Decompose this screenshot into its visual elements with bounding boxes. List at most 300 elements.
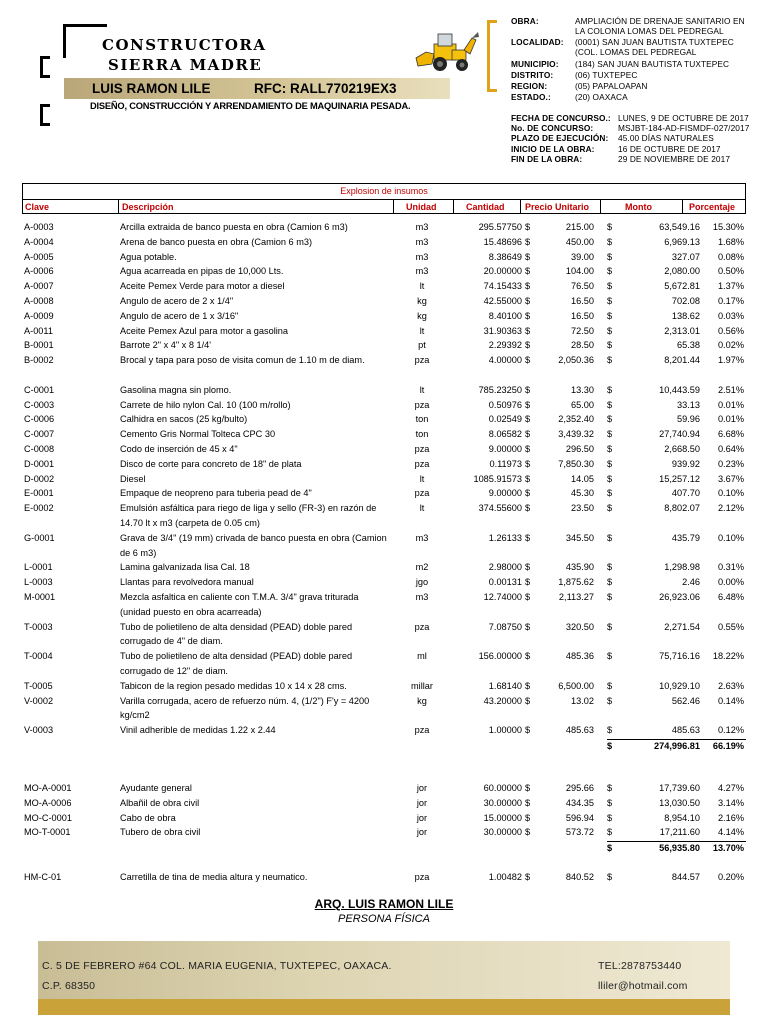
cell-currency: $ <box>525 827 531 838</box>
cell-currency: $ <box>525 782 531 793</box>
cell-cantidad: 785.23250 <box>478 384 522 395</box>
supplies-table-header <box>22 183 746 214</box>
table-row <box>22 486 746 501</box>
cell-porcentaje: 6.68% <box>717 429 744 440</box>
table-row <box>22 694 746 724</box>
region-label: REGION: <box>511 81 548 91</box>
cell-cantidad: 60.00000 <box>483 782 522 793</box>
cell-porcentaje: 3.14% <box>717 797 744 808</box>
cell-monto: 17,739.60 <box>659 782 700 793</box>
cell-porcentaje: 0.00% <box>717 577 744 588</box>
cell-unidad: ton <box>415 414 429 425</box>
fin-label: FIN DE LA OBRA: <box>511 154 583 164</box>
cell-cantidad: 9.00000 <box>488 444 522 454</box>
cell-unidad: jgo <box>415 577 429 588</box>
cell-descripcion: Vinil adherible de medidas 1.22 x 2.44 <box>120 725 276 736</box>
cell-currency: $ <box>607 725 613 736</box>
cell-precio: 28.50 <box>571 340 594 351</box>
cell-descripcion: Llantas para revolvedora manual <box>120 577 254 588</box>
col-clave: Clave <box>25 202 50 212</box>
col-precio: Precio Unitario <box>525 202 590 212</box>
cell-currency: $ <box>607 325 613 336</box>
cell-unidad: kg <box>417 695 427 706</box>
cell-currency: $ <box>607 488 613 499</box>
cell-cantidad: 8.38649 <box>488 251 522 262</box>
obra-value-1: AMPLIACIÓN DE DRENAJE SANITARIO EN <box>575 16 745 26</box>
subtotal-monto: 56,935.80 <box>659 843 700 854</box>
cell-porcentaje: 0.31% <box>717 562 744 573</box>
table-row <box>22 811 746 826</box>
company-name-line1: CONSTRUCTORA <box>102 36 267 54</box>
cell-monto: 562.46 <box>671 695 700 706</box>
table-row <box>22 427 746 442</box>
fecha-concurso-label: FECHA DE CONCURSO.: <box>511 113 611 123</box>
cell-porcentaje: 4.14% <box>717 827 744 838</box>
table-row <box>22 457 746 472</box>
cell-descripcion: Tabicon de la region pesado medidas 10 x 14 x 28 cms. <box>120 680 347 691</box>
cell-monto: 435.79 <box>671 532 700 543</box>
cell-descripcion: Grava de 3/4" (19 mm) crivada de banco puesta en obra (Camion de 6 m3) <box>120 532 387 558</box>
cell-porcentaje: 18.22% <box>712 651 744 662</box>
cell-unidad: jor <box>416 797 428 808</box>
table-row <box>22 723 746 738</box>
cell-currency: $ <box>607 266 613 277</box>
cell-cantidad: 30.00000 <box>483 797 522 808</box>
cell-currency: $ <box>525 695 531 706</box>
footer-gold-strip <box>38 999 730 1015</box>
cell-cantidad: 30.00000 <box>483 827 522 838</box>
cell-currency: $ <box>607 251 613 262</box>
cell-clave: A-0011 <box>24 325 53 336</box>
cell-currency: $ <box>607 414 613 425</box>
cell-clave: A-0006 <box>24 266 54 277</box>
table-row <box>22 560 746 575</box>
cell-descripcion: Carrete de hilo nylon Cal. 10 (100 m/rollo) <box>120 399 291 410</box>
cell-clave: V-0002 <box>24 695 54 706</box>
cell-unidad: m3 <box>415 251 429 262</box>
cell-porcentaje: 1.97% <box>717 355 744 366</box>
cell-clave: L-0001 <box>24 562 53 573</box>
col-descripcion: Descripción <box>122 202 174 212</box>
cell-monto: 485.63 <box>671 725 700 736</box>
table-row <box>22 796 746 811</box>
region-value: (05) PAPALOAPAN <box>575 81 648 91</box>
cell-descripcion: Empaque de neopreno para tuberia pead de 4" <box>120 488 312 499</box>
cell-clave: L-0003 <box>24 577 53 588</box>
cell-monto: 2,668.50 <box>664 444 700 454</box>
cell-currency: $ <box>607 473 613 484</box>
cell-precio: 39.00 <box>571 251 594 262</box>
table-row <box>22 679 746 694</box>
cell-precio: 450.00 <box>565 236 594 247</box>
cell-currency: $ <box>607 592 613 602</box>
table-row <box>22 279 746 294</box>
table-row <box>22 472 746 487</box>
localidad-value-1: (0001) SAN JUAN BAUTISTA TUXTEPEC <box>575 37 734 47</box>
municipio-value: (184) SAN JUAN BAUTISTA TUXTEPEC <box>575 59 730 69</box>
cell-porcentaje: 4.27% <box>717 782 744 793</box>
cell-monto: 63,549.16 <box>659 222 700 232</box>
cell-monto: 2,080.00 <box>664 266 700 277</box>
cell-unidad: ton <box>415 429 429 440</box>
table-row <box>22 235 746 250</box>
cell-descripcion: Lamina galvanizada lisa Cal. 18 <box>120 562 250 573</box>
cell-descripcion: Arcilla extraida de banco puesta en obra (Camion 6 m3) <box>120 222 348 232</box>
cell-currency: $ <box>607 281 613 292</box>
table-row <box>22 620 746 650</box>
cell-monto: 844.57 <box>671 871 700 882</box>
cell-currency: $ <box>607 310 613 321</box>
cell-unidad: pza <box>414 399 430 410</box>
cell-currency: $ <box>607 871 613 882</box>
cell-monto: 2,271.54 <box>664 621 700 632</box>
col-monto: Monto <box>625 202 652 212</box>
cell-cantidad: 4.00000 <box>488 355 522 366</box>
subtotal-porcentaje: 66.19% <box>712 741 744 751</box>
cell-currency: $ <box>525 797 531 808</box>
cell-currency: $ <box>525 488 531 499</box>
cell-porcentaje: 3.67% <box>717 473 744 484</box>
cell-monto: 33.13 <box>677 399 700 410</box>
cell-monto: 8,802.07 <box>664 503 700 514</box>
table-row <box>22 264 746 279</box>
cell-porcentaje: 0.64% <box>717 444 744 454</box>
table-row <box>22 353 746 383</box>
cell-currency: $ <box>607 429 613 440</box>
cell-descripcion: Mezcla asfaltica en caliente con T.M.A. 3/4" grava triturada (unidad puesto en obra acarreada) <box>120 592 359 617</box>
table-column-headers <box>22 199 746 214</box>
cell-clave: T-0004 <box>24 651 53 662</box>
cell-unidad: m3 <box>415 532 429 543</box>
inicio-label: INICIO DE LA OBRA: <box>511 144 595 154</box>
subtotal-porcentaje: 13.70% <box>712 843 744 854</box>
table-row <box>22 324 746 339</box>
cell-monto: 6,969.13 <box>664 236 700 247</box>
cell-porcentaje: 2.16% <box>717 812 744 823</box>
cell-porcentaje: 0.14% <box>717 695 744 706</box>
cell-clave: V-0003 <box>24 725 54 736</box>
cell-cantidad: 0.02549 <box>488 414 522 425</box>
cell-cantidad: 15.48696 <box>483 236 522 247</box>
logo-bracket-top <box>63 24 107 58</box>
cell-clave: C-0001 <box>24 384 55 395</box>
cell-descripcion: Cemento Gris Normal Tolteca CPC 30 <box>120 429 276 440</box>
cell-precio: 1,875.62 <box>558 577 594 588</box>
col-unidad: Unidad <box>406 202 437 212</box>
cell-unidad: pza <box>414 444 430 454</box>
cell-currency: $ <box>607 355 613 366</box>
cell-unidad: lt <box>419 325 425 336</box>
cell-cantidad: 374.55600 <box>478 503 522 514</box>
cell-cantidad: 1.26133 <box>488 532 522 543</box>
cell-cantidad: 43.20000 <box>483 695 522 706</box>
cell-porcentaje: 0.23% <box>717 458 744 469</box>
cell-descripcion: Tubo de polietileno de alta densidad (PEAD) doble pared corrugado de 4" de diam. <box>120 621 353 647</box>
info-bracket <box>487 20 497 92</box>
cell-monto: 65.38 <box>677 340 700 351</box>
backhoe-loader-icon <box>412 28 480 74</box>
cell-currency: $ <box>525 871 531 882</box>
cell-descripcion: Aceite Pemex Azul para motor a gasolina <box>120 325 289 336</box>
cell-clave: A-0004 <box>24 236 54 247</box>
table-row <box>22 309 746 324</box>
cell-currency: $ <box>525 281 531 292</box>
cell-monto: 26,923.06 <box>659 592 700 602</box>
cell-porcentaje: 0.02% <box>717 340 744 351</box>
cell-clave: M-0001 <box>24 592 56 602</box>
cell-currency: $ <box>607 651 613 662</box>
cell-currency: $ <box>525 384 531 395</box>
cell-cantidad: 156.00000 <box>478 651 522 662</box>
obra-value-2: LA COLONIA LOMAS DEL PEDREGAL <box>575 26 724 36</box>
cell-clave: C-0008 <box>24 444 55 454</box>
cell-porcentaje: 2.63% <box>717 680 744 691</box>
cell-currency: $ <box>525 592 531 602</box>
cell-cantidad: 31.90363 <box>483 325 522 336</box>
cell-unidad: pza <box>414 725 430 736</box>
table-row <box>22 383 746 398</box>
company-name-line2: SIERRA MADRE <box>108 56 263 74</box>
cell-currency: $ <box>525 266 531 277</box>
cell-monto: 17,211.60 <box>659 827 700 838</box>
cell-currency: $ <box>607 577 613 588</box>
cell-currency: $ <box>525 310 531 321</box>
cell-precio: 13.02 <box>571 695 594 706</box>
cell-precio: 215.00 <box>565 222 594 232</box>
cell-descripcion: Albañil de obra civil <box>120 797 200 808</box>
cell-unidad: pza <box>414 355 430 366</box>
cell-unidad: m3 <box>415 222 429 232</box>
cell-descripcion: Cabo de obra <box>120 812 176 823</box>
obra-label: OBRA: <box>511 16 539 26</box>
footer-email: lliler@hotmail.com <box>598 980 688 992</box>
cell-unidad: lt <box>419 384 425 395</box>
cell-monto: 407.70 <box>671 488 700 499</box>
cell-currency: $ <box>525 414 531 425</box>
cell-currency: $ <box>525 296 531 306</box>
cell-precio: 65.00 <box>571 399 594 410</box>
cell-precio: 45.30 <box>571 488 594 499</box>
cell-currency: $ <box>607 340 613 351</box>
distrito-label: DISTRITO: <box>511 70 554 80</box>
distrito-value: (06) TUXTEPEC <box>575 70 638 80</box>
cell-currency: $ <box>525 429 531 440</box>
cell-monto: 5,672.81 <box>664 281 700 292</box>
cell-cantidad: 74.15433 <box>483 281 522 292</box>
cell-precio: 13.30 <box>571 384 594 395</box>
cell-cantidad: 1.00482 <box>488 871 522 882</box>
cell-unidad: jor <box>416 782 428 793</box>
cell-precio: 320.50 <box>565 621 594 632</box>
footer-phone: TEL:2878753440 <box>598 960 682 972</box>
cell-cantidad: 20.00000 <box>483 266 522 277</box>
cell-descripcion: Aceite Pemex Verde para motor a diesel <box>120 281 285 292</box>
cell-monto: 2,313.01 <box>664 325 700 336</box>
signature-role: PERSONA FÍSICA <box>338 913 430 925</box>
cell-clave: E-0001 <box>24 488 54 499</box>
cell-descripcion: Angulo de acero de 1 x 3/16" <box>120 310 239 321</box>
cell-precio: 345.50 <box>565 532 594 543</box>
cell-unidad: m3 <box>415 236 429 247</box>
cell-clave: G-0001 <box>24 532 55 543</box>
cell-clave: HM-C-01 <box>24 871 62 882</box>
cell-unidad: kg <box>417 296 427 306</box>
cell-descripcion: Brocal y tapa para poso de visita comun de 1.10 m de diam. <box>120 355 365 366</box>
cell-precio: 573.72 <box>565 827 594 838</box>
cell-cantidad: 12.74000 <box>483 592 522 602</box>
cell-unidad: m3 <box>415 266 429 277</box>
cell-porcentaje: 0.56% <box>717 325 744 336</box>
cell-precio: 104.00 <box>565 266 594 277</box>
municipio-label: MUNICIPIO: <box>511 59 559 69</box>
col-cantidad: Cantidad <box>466 202 505 212</box>
cell-monto: 8,954.10 <box>664 812 700 823</box>
cell-descripcion: Diesel <box>120 473 146 484</box>
cell-currency: $ <box>607 843 613 854</box>
cell-precio: 485.63 <box>565 725 594 736</box>
cell-monto: 59.96 <box>677 414 700 425</box>
cell-precio: 3,439.32 <box>558 429 594 440</box>
cell-precio: 6,500.00 <box>558 680 594 691</box>
cell-currency: $ <box>525 725 531 736</box>
cell-porcentaje: 6.48% <box>717 592 744 602</box>
cell-unidad: pza <box>414 458 430 469</box>
cell-precio: 434.35 <box>565 797 594 808</box>
cell-clave: A-0007 <box>24 281 54 292</box>
cell-cantidad: 15.00000 <box>483 812 522 823</box>
cell-descripcion: Arena de banco puesta en obra (Camion 6 m3) <box>120 236 313 247</box>
table-row <box>22 294 746 309</box>
cell-currency: $ <box>525 621 531 632</box>
cell-precio: 2,113.27 <box>558 592 594 602</box>
cell-unidad: lt <box>419 503 425 514</box>
estado-value: (20) OAXACA <box>575 92 628 102</box>
cell-currency: $ <box>525 503 531 514</box>
cell-clave: A-0008 <box>24 296 54 306</box>
cell-porcentaje: 15.30% <box>712 222 744 232</box>
footer-cp: C.P. 68350 <box>42 980 96 992</box>
cell-porcentaje: 0.01% <box>717 414 744 425</box>
cell-clave: MO-A-0001 <box>24 782 72 793</box>
table-row <box>22 398 746 413</box>
cell-porcentaje: 0.08% <box>717 251 744 262</box>
cell-monto: 138.62 <box>671 310 700 321</box>
cell-currency: $ <box>525 562 531 573</box>
cell-precio: 296.50 <box>565 444 594 454</box>
cell-unidad: kg <box>417 310 427 321</box>
table-row <box>22 781 746 796</box>
cell-currency: $ <box>525 458 531 469</box>
cell-cantidad: 1085.91573 <box>473 473 522 484</box>
plazo-value: 45.00 DÍAS NATURALES <box>618 133 714 143</box>
localidad-value-2: (COL. LOMAS DEL PEDREGAL <box>575 47 697 57</box>
cell-currency: $ <box>607 399 613 410</box>
cell-precio: 2,352.40 <box>558 414 594 425</box>
cell-currency: $ <box>525 444 531 454</box>
col-porcentaje: Porcentaje <box>689 202 736 212</box>
cell-monto: 10,929.10 <box>659 680 700 691</box>
logo-bracket-bottom <box>40 104 50 126</box>
cell-monto: 15,257.12 <box>659 473 700 484</box>
cell-descripcion: Barrote 2" x 4" x 8 1/4' <box>120 340 212 351</box>
no-concurso-value: MSJBT-184-AD-FISMDF-027/2017 <box>618 123 750 133</box>
cell-monto: 1,298.98 <box>664 562 700 573</box>
cell-precio: 16.50 <box>571 310 594 321</box>
cell-porcentaje: 0.55% <box>717 621 744 632</box>
cell-unidad: lt <box>419 473 425 484</box>
cell-cantidad: 2.98000 <box>488 562 522 573</box>
cell-monto: 27,740.94 <box>659 429 700 440</box>
cell-porcentaje: 2.51% <box>717 384 744 395</box>
cell-currency: $ <box>525 236 531 247</box>
cell-currency: $ <box>607 741 613 751</box>
cell-unidad: lt <box>419 281 425 292</box>
cell-clave: MO-A-0006 <box>24 797 72 808</box>
cell-porcentaje: 0.01% <box>717 399 744 410</box>
cell-unidad: pza <box>414 871 430 882</box>
cell-clave: C-0003 <box>24 399 55 410</box>
cell-clave: A-0003 <box>24 222 54 232</box>
cell-descripcion: Calhidra en sacos (25 kg/bulto) <box>120 414 248 425</box>
plazo-label: PLAZO DE EJECUCIÓN: <box>511 133 609 143</box>
cell-unidad: jor <box>416 812 428 823</box>
cell-precio: 295.66 <box>565 782 594 793</box>
cell-cantidad: 2.29392 <box>488 340 522 351</box>
company-tagline: DISEÑO, CONSTRUCCIÓN Y ARRENDAMIENTO DE MAQUINARIA PESADA. <box>90 101 411 111</box>
cell-descripcion: Carretilla de tina de media altura y neumatico. <box>120 871 308 882</box>
cell-monto: 2.46 <box>682 577 700 588</box>
cell-currency: $ <box>607 695 613 706</box>
table-row <box>22 649 746 679</box>
estado-label: ESTADO.: <box>511 92 551 102</box>
cell-currency: $ <box>525 399 531 410</box>
cell-descripcion: Codo de inserción de 45 x 4" <box>120 444 238 454</box>
cell-porcentaje: 0.10% <box>717 488 744 499</box>
cell-descripcion: Angulo de acero de 2 x 1/4" <box>120 296 234 306</box>
cell-descripcion: Tubero de obra civil <box>120 827 201 838</box>
cell-currency: $ <box>607 782 613 793</box>
owner-name: LUIS RAMON LILE <box>92 81 211 96</box>
cell-currency: $ <box>525 222 531 232</box>
cell-monto: 13,030.50 <box>659 797 700 808</box>
cell-precio: 16.50 <box>571 296 594 306</box>
table-row <box>22 442 746 457</box>
cell-currency: $ <box>525 355 531 366</box>
table-row <box>22 412 746 427</box>
localidad-label: LOCALIDAD: <box>511 37 564 47</box>
table-row <box>22 531 746 561</box>
cell-cantidad: 295.57750 <box>478 222 522 232</box>
cell-unidad: ml <box>417 651 427 662</box>
cell-descripcion: Emulsión asfáltica para riego de liga y sello (FR-3) en razón de 14.70 lt x m3 (carpeta de 0.05 cm) <box>120 503 377 528</box>
cell-monto: 8,201.44 <box>664 355 700 366</box>
cell-unidad: m2 <box>415 562 429 573</box>
cell-clave: B-0002 <box>24 355 54 366</box>
cell-cantidad: 1.68140 <box>488 680 522 691</box>
cell-currency: $ <box>607 680 613 691</box>
cell-descripcion: Disco de corte para concreto de 18" de plata <box>120 458 302 469</box>
cell-unidad: m3 <box>415 592 429 602</box>
cell-unidad: pza <box>414 488 430 499</box>
cell-currency: $ <box>525 251 531 262</box>
cell-porcentaje: 0.12% <box>717 725 744 736</box>
owner-rfc: RFC: RALL770219EX3 <box>254 81 397 96</box>
cell-precio: 76.50 <box>571 281 594 292</box>
table-row <box>22 501 746 531</box>
cell-clave: D-0001 <box>24 458 55 469</box>
cell-clave: T-0005 <box>24 680 53 691</box>
cell-clave: MO-C-0001 <box>24 812 72 823</box>
